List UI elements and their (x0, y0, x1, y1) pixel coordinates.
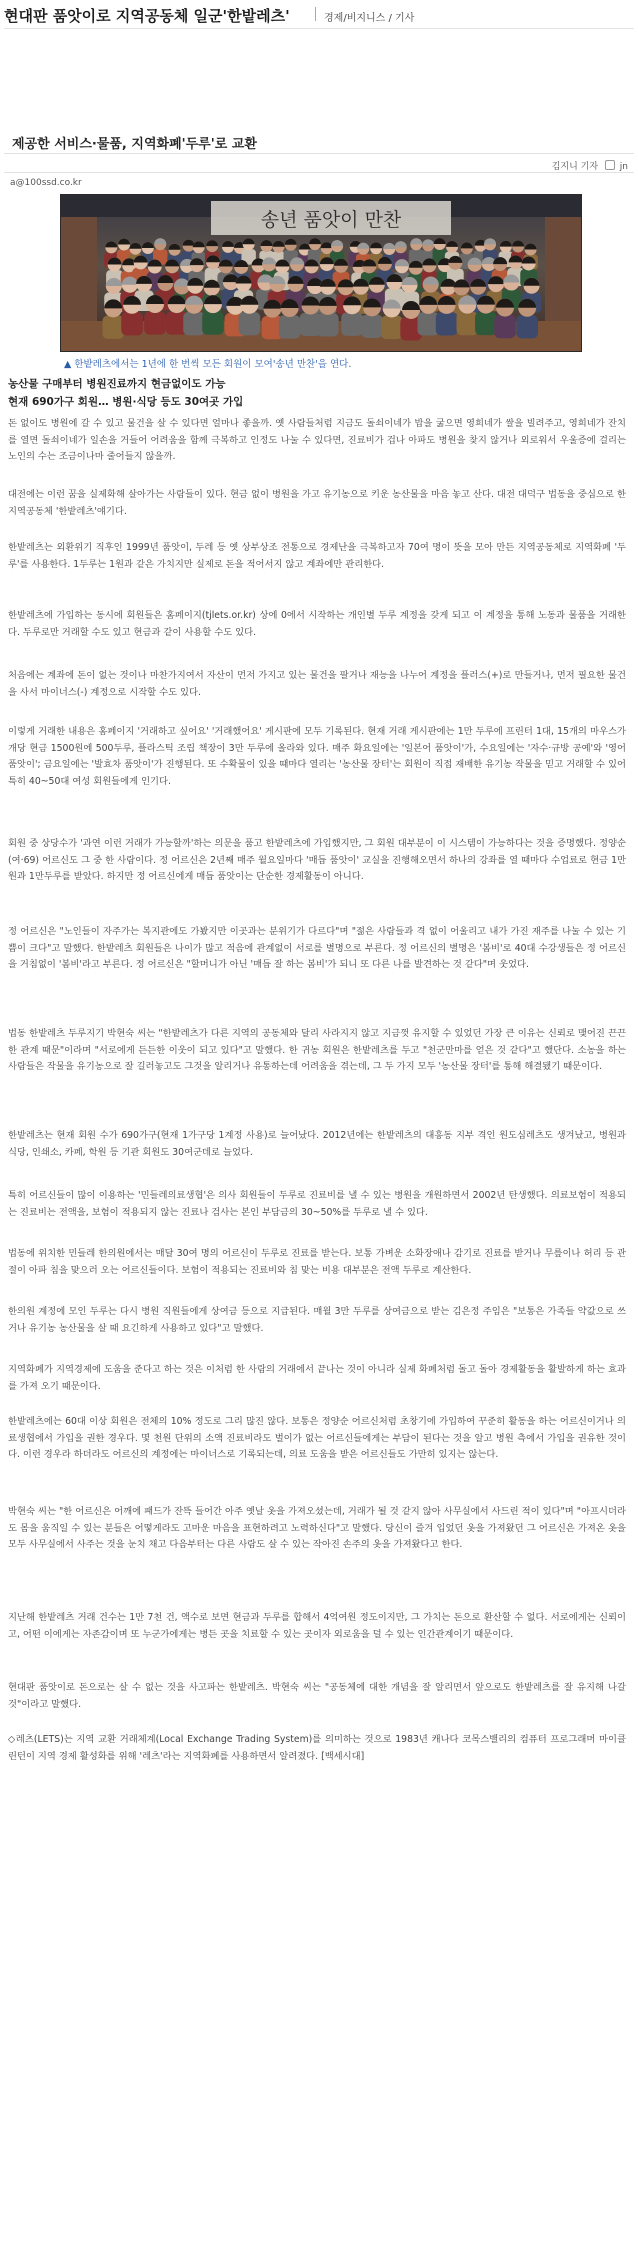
subtitle-divider (4, 153, 634, 154)
paragraph: 회원 중 상당수가 '과연 이런 거래가 가능할까'하는 의문을 품고 한밭레츠에 가입했지만, 그 회원 대부분이 이 시스템이 가능하다는 것을 증명했다. 정양순(여·69) 어르신도 그 중 한 사람이다. 정 어르신은 2년째 매주 월요일마다 '매듭 품앗이' 교실을 진행해오면서 하나의 강좌를 열 때마다 수업료로 현금 1만 원과 1만두루를 받았다. 하지만 정 어르신에게 매듭 품앗이는 단순한 경제활동이 아니다. (8, 838, 626, 882)
group-photo-image (61, 195, 581, 351)
header-divider (315, 7, 316, 21)
paragraph: 한밭레츠에 가입하는 동시에 회원들은 홈페이지(tjlets.or.kr) 상에 0에서 시작하는 개인별 두루 계정을 갖게 되고 이 계정을 통해 노동과 물품을 거래한다. 두루로만 거래할 수도 있고 현금과 같이 사용할 수도 있다. (8, 610, 626, 638)
paragraph: 박현숙 씨는 "한 어르신은 어깨에 패드가 잔뜩 들어간 아주 옛날 옷을 가져오셨는데, 거래가 될 것 같지 않아 사무실에서 사드린 적이 있다"며 "아프시더라도 몸을 움직일 수 있는 분들은 어떻게라도 고마운 마음을 표현하려고 노력하신다"고 말했다. 당신이 즐겨 입었던 옷을 가져왔던 그 어르신은 가져온 옷을 모두 사무실에서 사주는 것을 눈치 채고 다음부터는 다른 사람도 살 수 있는 작아진 손주의 옷을 가져왔다고 한다. (8, 1506, 626, 1550)
lead-line-1: 농산물 구매부터 병원진료까지 현금없이도 가능 (8, 378, 226, 390)
paragraph: 한의원 계정에 모인 두루는 다시 병원 직원들에게 상여금 등으로 지급된다. 매월 3만 두루를 상여금으로 받는 김은정 주임은 "보통은 가족들 약값으로 쓰거나 유기농 농산물을 살 때 요긴하게 사용하고 있다"고 말했다. (8, 1306, 626, 1334)
article-photo (60, 194, 582, 352)
article-header (4, 4, 634, 29)
paragraph: 한밭레츠에는 60대 이상 회원은 전체의 10% 정도로 그리 많진 않다. 보통은 정양순 어르신처럼 초창기에 가입하여 꾸준히 활동을 하는 어르신이거나 의료생협에서 가입을 권한 경우다. 몇 천원 단위의 소액 진료비라도 벌이가 없는 어르신들에게는 부담이 된다는 것을 알고 병원 측에서 가입을 권유한 것이다. 이런 경우라 하더라도 어르신의 계정에는 마이너스로 기록되는데, 의료 도움을 받은 어르신들도 가만히 있지는 않는다. (8, 1416, 626, 1460)
byline-divider (4, 172, 634, 173)
caption-triangle-icon: ▲ (64, 359, 72, 370)
paragraph: 이렇게 거래한 내용은 홈페이지 '거래하고 싶어요' '거래했어요' 게시판에 모두 기록된다. 현재 거래 게시판에는 1만 두루에 프린터 1대, 15개의 마우스가 개당 현금 1500원에 500두루, 플라스틱 조립 책장이 3만 두루에 올라와 있다. 매주 화요일에는 '일본어 품앗이'가, 수요일에는 '자수·규방 공예'와 '영어 품앗이'; 금요일에는 '발효차 품앗이'가 진행된다. 또 수확물이 있을 때마다 열리는 '농산물 장터'는 회원이 직접 재배한 유기농 작물을 믿고 거래할 수 있어 특히 40~50대 여성 회원들에게 인기다. (8, 726, 626, 787)
photo-banner-text: 송년 품앗이 만찬 (260, 209, 402, 231)
paragraph: 법동에 위치한 민들레 한의원에서는 매달 30여 명의 어르신이 두루로 진료를 받는다. 보통 가벼운 소화장애나 감기로 진료를 받거나 무릎이나 허리 등 관절이 아파 침을 맞으러 오는 어르신들이다. 보험이 적용되는 진료비와 침 맞는 비용 대부분은 전액 두루로 계산한다. (8, 1248, 626, 1276)
paragraph: 대전에는 이런 꿈을 실제화해 살아가는 사람들이 있다. 현금 없이 병원을 가고 유기농으로 키운 농산물을 마음 놓고 산다. 대전 대덕구 법동을 중심으로 한 지역공동체 '한밭레츠'얘기다. (8, 489, 626, 517)
reporter-handle: jn (619, 162, 628, 172)
paragraph: 법동 한밭레츠 두루지기 박현숙 씨는 "한밭레츠가 다른 지역의 공동체와 달리 사라지지 않고 지금껏 유지할 수 있었던 가장 큰 이유는 신뢰로 맺어진 끈끈한 관계 때문"이라며 "서로에게 든든한 이웃이 되고 있다"고 말했다. 한 귀농 회원은 한밭레츠를 두고 "천군만마를 얻은 것 같다"고 했단다. 소농을 하는 사람들은 작물을 유기농으로 잘 길러놓고도 그것을 알리거나 유통하는데 어려움을 겪는데, 그 두 가지 모두 '농산물 장터'를 통해 해결됐기 때문이다. (8, 1028, 626, 1072)
paragraph: 지역화폐가 지역경제에 도움을 준다고 하는 것은 이처럼 한 사람의 거래에서 끝나는 것이 아니라 실제 화폐처럼 돌고 돌아 경제활동을 활발하게 하는 효과를 가져 오기 때문이다. (8, 1364, 626, 1392)
paragraph: 현대판 품앗이로 돈으로는 살 수 없는 것을 사고파는 한밭레츠. 박현숙 씨는 "공동체에 대한 개념을 잘 알리면서 앞으로도 한밭레츠를 잘 유지해 나갈 것"이라고 말했다. (8, 1682, 626, 1710)
paragraph: 한밭레츠는 현재 회원 수가 690가구(현재 1가구당 1계정 사용)로 늘어났다. 2012년에는 한밭레츠의 대흥동 지부 격인 원도심레츠도 생겨났고, 병원과 식당, 인쇄소, 카페, 학원 등 기관 회원도 30여군데로 늘었다. (8, 1130, 626, 1158)
paragraph: ◇레츠(LETS)는 지역 교환 거래체계(Local Exchange Trading System)를 의미하는 것으로 1983년 캐나다 코목스밸리의 컴퓨터 프로그래머 마이클 린턴이 지역 경제 활성화를 위해 '레츠'라는 지역화폐를 사용하면서 알려졌다. [백세시대] (8, 1734, 626, 1762)
paragraph: 돈 없이도 병원에 갈 수 있고 물건을 살 수 있다면 얼마나 좋을까. 옛 사람들처럼 지금도 돌쇠이네가 밥을 굶으면 영희네가 쌀을 빌려주고, 영희네가 잔치를 열면 돌쇠이네가 일손을 거들어 어려움을 함께 극복하고 인정도 나눌 수 있다면, 진료비가 겁나 아파도 병원을 찾지 않거나 외로워서 우울증에 걸리는 노인의 수는 조금이나마 줄어들지 않을까. (8, 418, 626, 462)
paragraph: 정 어르신은 "노인들이 자주가는 복지관에도 가봤지만 이곳과는 분위기가 다르다"며 "젊은 사람들과 격 없이 어울리고 내가 가진 재주를 나눌 수 있는 기쁨이 크다"고 말했다. 한밭레츠 회원들은 나이가 많고 적음에 관계없이 서로를 별명으로 부른다. 정 어르신의 별명은 '봄비'로 40대 수강생들은 정 어르신을 거침없이 '봄비'라고 부른다. 정 어르신은 "할머니가 아닌 '매듭 잘 하는 봄비'가 되니 또 다른 나를 발견하는 것 같다"며 웃었다. (8, 926, 626, 970)
paragraph: 지난해 한밭레츠 거래 건수는 1만 7천 건, 액수로 보면 현금과 두루를 합해서 4억여원 정도이지만, 그 가치는 돈으로 환산할 수 없다. 서로에게는 신뢰이고, 어떤 이에게는 자존감이며 또 누군가에게는 병든 곳을 치료할 수 있는 곳이자 외로움을 덜 수 있는 인간관계이기 때문이다. (8, 1612, 626, 1640)
mail-icon[interactable] (605, 160, 615, 170)
paragraph: 한밭레츠는 외환위기 직후인 1999년 품앗이, 두레 등 옛 상부상조 전통으로 경제난을 극복하고자 70여 명이 뜻을 모아 만든 지역공동체로 지역화폐 '두루'를 사용한다. 1두루는 1원과 같은 가치지만 실제로 돈을 적어서지 않고 계좌에만 관리한다. (8, 542, 626, 570)
photo-caption: ▲ 한밭레츠에서는 1년에 한 번씩 모든 회원이 모여'송년 만찬'을 연다. (64, 359, 352, 370)
breadcrumb[interactable]: 경제/비지니스 / 기사 (324, 13, 415, 24)
paragraph: 처음에는 계좌에 돈이 없는 것이나 마찬가지여서 자산이 먼저 가지고 있는 물건을 팔거나 재능을 나누어 계정을 플러스(+)로 만들거나, 먼저 필요한 물건을 사서 마이너스(-) 계정으로 시작할 수도 있다. (8, 670, 626, 698)
lead-line-2: 현재 690가구 회원… 병원·식당 등도 30여곳 가입 (8, 396, 244, 408)
reporter-name: 김지니 기자 (551, 162, 599, 172)
byline (552, 159, 628, 172)
reporter-email[interactable]: a@100ssd.co.kr (10, 178, 82, 188)
article-title: 현대판 품앗이로 지역공동체 일군'한밭레츠' (4, 7, 290, 25)
paragraph: 특히 어르신들이 많이 이용하는 '민들레의료생협'은 의사 회원들이 두루로 진료비를 낼 수 있는 병원을 개원하면서 2002년 탄생했다. 의료보험이 적용되는 진료비는 전액을, 보험이 적용되지 않는 진료나 검사는 본인 부담금의 30~50%를 두루로 낼 수 있다. (8, 1190, 626, 1218)
article-subtitle: 제공한 서비스·물품, 지역화폐'두루'로 교환 (12, 137, 257, 152)
